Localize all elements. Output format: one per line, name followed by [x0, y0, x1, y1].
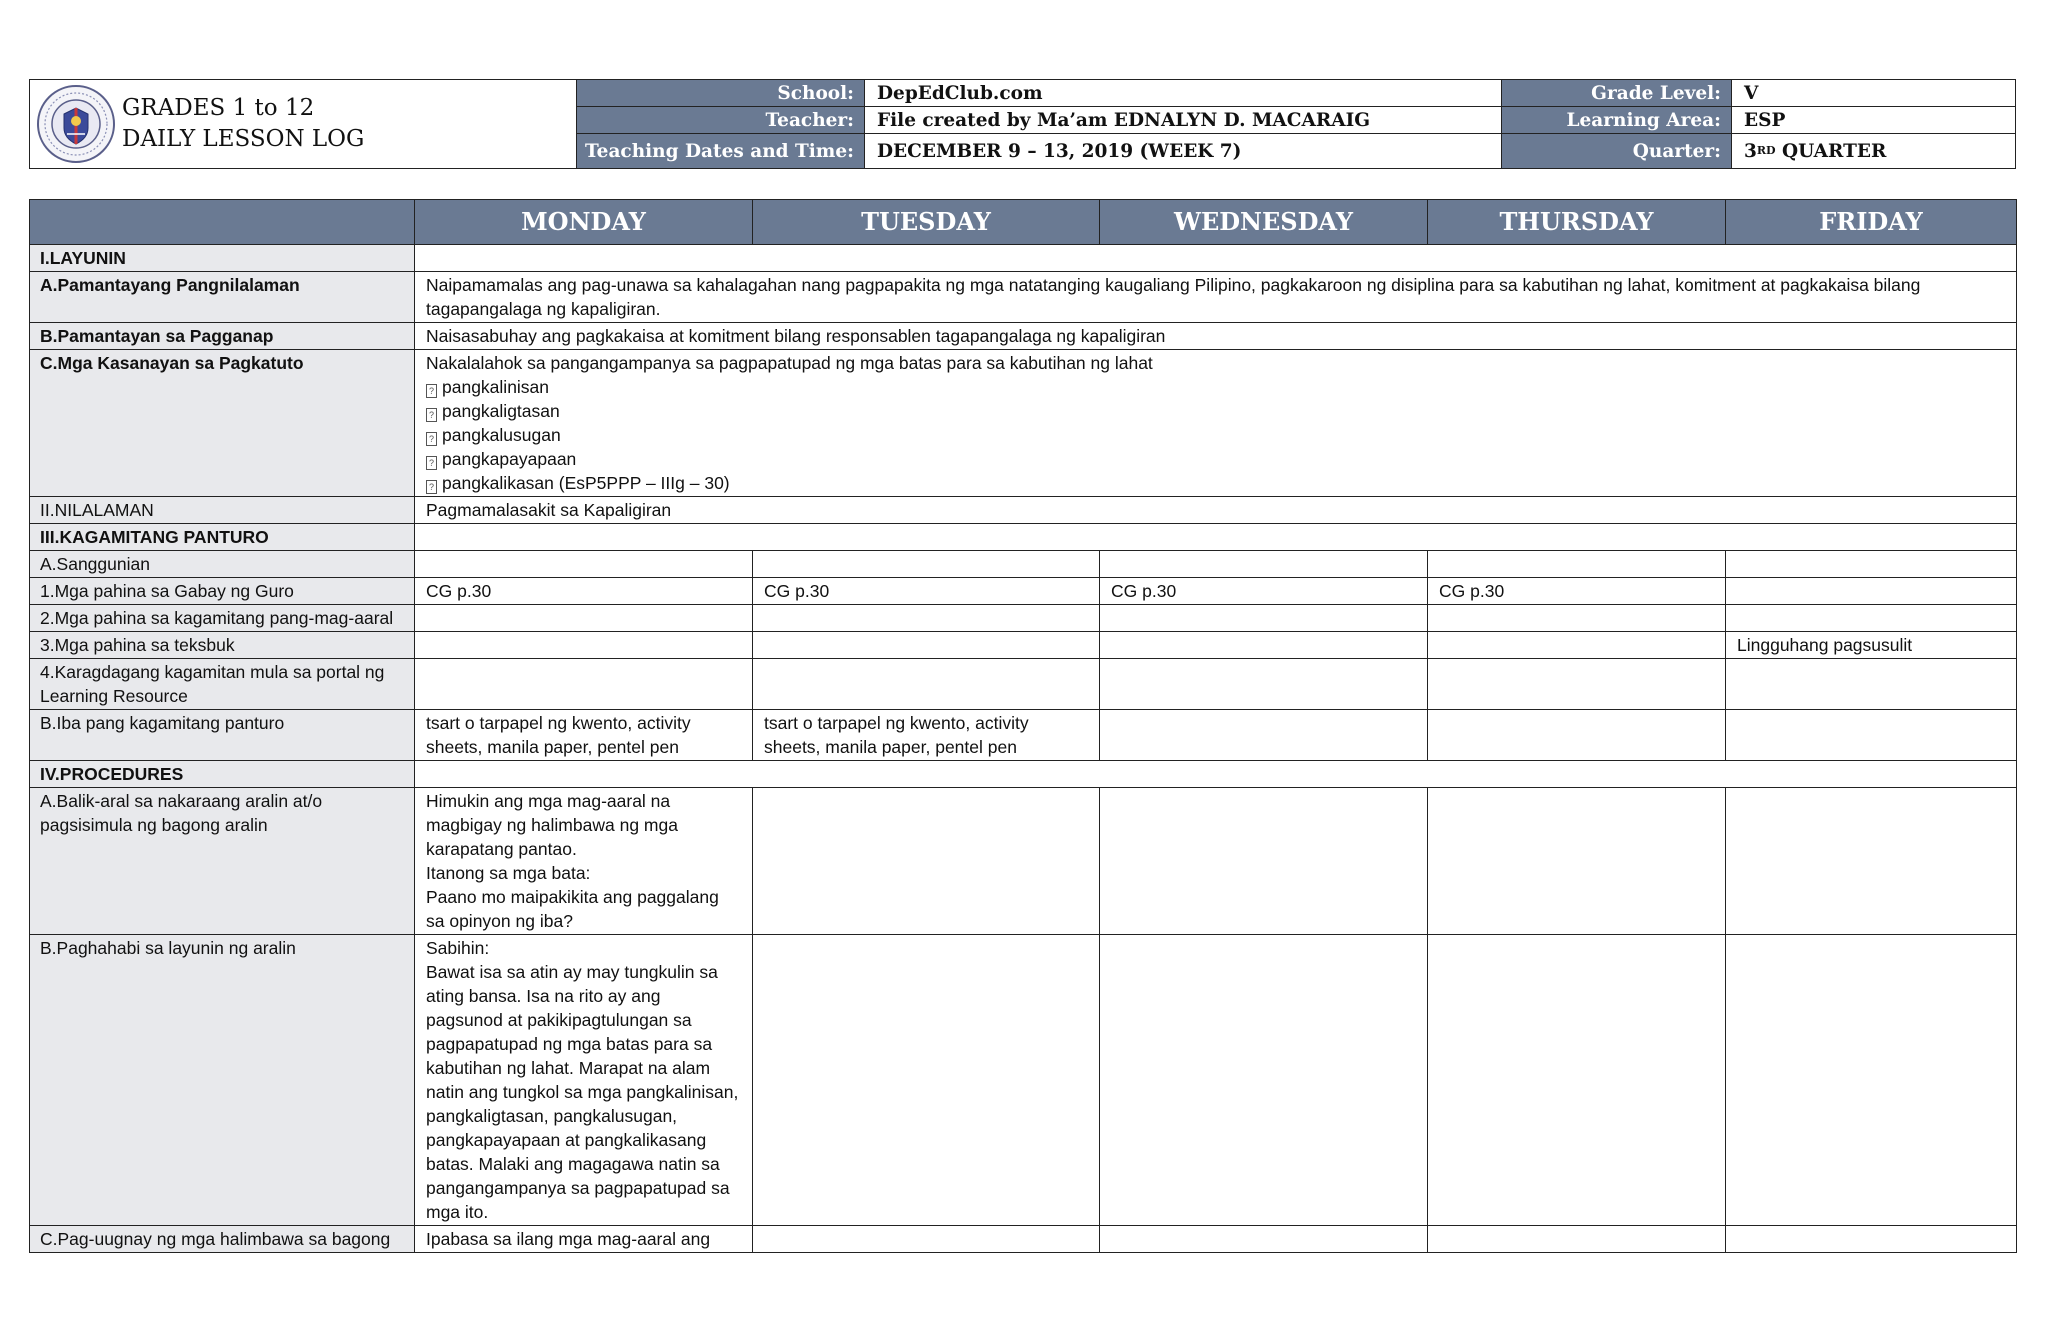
empty-cell: [753, 1226, 1100, 1253]
table-row: [30, 659, 2017, 710]
day-header-tuesday: TUESDAY: [753, 200, 1100, 245]
empty-cell: [753, 632, 1100, 659]
balik-aral-text-2: Itanong sa mga bata:: [426, 863, 591, 883]
table-row: [30, 788, 2017, 935]
pamantayan-sa-pagganap-text: Naisasabuhay ang pagkakaisa at komitment bilang responsablen tagapangalaga ng kapaligiran: [415, 323, 2017, 350]
section-label-layunin: I.LAYUNIN: [30, 245, 415, 272]
table-row: [30, 761, 2017, 788]
kasanayan-item: ? pangkaligtasan: [426, 399, 2005, 423]
table-row: [30, 551, 2017, 578]
empty-cell: [753, 935, 1100, 1226]
teacher-label: Teacher:: [577, 107, 865, 134]
gabay-friday: [1726, 578, 2017, 605]
learning-area-value: ESP: [1732, 107, 2015, 134]
empty-cell: [415, 632, 753, 659]
empty-cell: [1726, 1226, 2017, 1253]
section-label-nilalaman: II.NILALAMAN: [30, 497, 415, 524]
gabay-monday: CG p.30: [415, 578, 753, 605]
header-title-line1: GRADES 1 to 12: [122, 95, 315, 121]
empty-cell: [415, 524, 2017, 551]
table-row: [30, 497, 2017, 524]
quarter-label: Quarter:: [1502, 134, 1732, 168]
gabay-tuesday: CG p.30: [753, 578, 1100, 605]
empty-cell: [753, 659, 1100, 710]
header-info-grid: [577, 80, 2015, 168]
learning-area-label: Learning Area:: [1502, 107, 1732, 134]
empty-cell: [1726, 788, 2017, 935]
kasanayan-intro: Nakalalahok sa pangangampanya sa pagpapatupad ng mga batas para sa kabutihan ng lahat: [426, 353, 1153, 373]
empty-cell: [1100, 1226, 1428, 1253]
header-title: [122, 93, 364, 155]
day-header-thursday: THURSDAY: [1428, 200, 1726, 245]
kasanayan-item: ? pangkalusugan: [426, 423, 2005, 447]
kasanayan-item: ? pangkapayapaan: [426, 447, 2005, 471]
table-row: [30, 350, 2017, 497]
empty-cell: [753, 551, 1100, 578]
empty-cell: [1428, 632, 1726, 659]
row-label-iba-pang-kagamitan: B.Iba pang kagamitang panturo: [30, 710, 415, 761]
table-row: [30, 524, 2017, 551]
empty-cell: [1428, 605, 1726, 632]
row-label-gabay-ng-guro: 1.Mga pahina sa Gabay ng Guro: [30, 578, 415, 605]
quarter-value: 3 RD QUARTER: [1732, 134, 2015, 168]
table-row: [30, 710, 2017, 761]
empty-cell: [1100, 659, 1428, 710]
empty-cell: [1100, 935, 1428, 1226]
empty-cell: [1726, 935, 2017, 1226]
row-label-kasanayan: C.Mga Kasanayan sa Pagkatuto: [30, 350, 415, 497]
gabay-wednesday: CG p.30: [1100, 578, 1428, 605]
teacher-value: File created by Ma’am EDNALYN D. MACARAIG: [865, 107, 1502, 134]
empty-cell: [1428, 551, 1726, 578]
school-value: DepEdClub.com: [865, 80, 1502, 107]
empty-cell: [1100, 788, 1428, 935]
row-label-portal: 4.Karagdagang kagamitan mula sa portal ng Learning Resource: [30, 659, 415, 710]
empty-cell: [753, 605, 1100, 632]
row-label-balik-aral: A.Balik-aral sa nakaraang aralin at/o pagsisimula ng bagong aralin: [30, 788, 415, 935]
teksbuk-friday: Lingguhang pagsusulit: [1726, 632, 2017, 659]
empty-cell: [1100, 551, 1428, 578]
quarter-text: QUARTER: [1775, 140, 1887, 162]
missing-glyph-icon: ?: [426, 384, 437, 398]
balik-aral-text-1: Himukin ang mga mag-aaral na magbigay ng halimbawa ng mga karapatang pantao.: [426, 791, 678, 859]
row-label-pag-uugnay: C.Pag-uugnay ng mga halimbawa sa bagong: [30, 1226, 415, 1253]
pamantayang-pangnilalaman-text: Naipamamalas ang pag-unawa sa kahalagahan nang pagpapakita ng mga natatanging kaugaliang Pilipino, pagkakaroon ng disiplina para sa kabutihan ng lahat, komitment at pagkakaisa bilang tagapangalaga ng kapaligiran.: [415, 272, 2017, 323]
empty-cell: [1428, 788, 1726, 935]
teaching-dates-value: DECEMBER 9 – 13, 2019 (WEEK 7): [865, 134, 1502, 168]
grade-level-value: V: [1732, 80, 2015, 107]
paghahabi-text-2: Bawat isa sa atin ay may tungkulin sa ating bansa. Isa na rito ay ang pagsunod at pakikipagtulungan sa pagpapatupad ng mga batas para sa kabutihan ng lahat. Marapat na alam natin ang tungkol sa mga pangkalinisan, pangkaligtasan, pangkalusugan, pangkapayapaan at pangkalikasang batas. Malaki ang magagawa natin sa pangangampanya sa pagpapatupad sa mga ito.: [426, 962, 739, 1222]
balik-aral-monday: [415, 788, 753, 935]
row-label-kagamitang-pang-mag-aaral: 2.Mga pahina sa kagamitang pang-mag-aaral: [30, 605, 415, 632]
daily-lesson-log-table: [29, 199, 2017, 1253]
iba-monday: tsart o tarpapel ng kwento, activity sheets, manila paper, pentel pen: [415, 710, 753, 761]
balik-aral-text-3: Paano mo maipakikita ang paggalang sa opinyon ng iba?: [426, 887, 719, 931]
pag-uugnay-monday: Ipabasa sa ilang mga mag-aaral ang: [415, 1226, 753, 1253]
empty-cell: [1428, 935, 1726, 1226]
empty-cell: [1100, 605, 1428, 632]
iba-tuesday: tsart o tarpapel ng kwento, activity sheets, manila paper, pentel pen: [753, 710, 1100, 761]
teaching-dates-label: Teaching Dates and Time:: [577, 134, 865, 168]
lesson-log-header: [29, 79, 2016, 169]
table-row: [30, 605, 2017, 632]
empty-cell: [1726, 551, 2017, 578]
empty-cell: [1726, 605, 2017, 632]
empty-cell: [753, 788, 1100, 935]
empty-cell: [1428, 1226, 1726, 1253]
header-title-block: [30, 80, 577, 168]
table-row: [30, 632, 2017, 659]
table-row: [30, 323, 2017, 350]
missing-glyph-icon: ?: [426, 408, 437, 422]
corner-header: [30, 200, 415, 245]
header-title-line2: DAILY LESSON LOG: [122, 126, 365, 152]
table-row: [30, 935, 2017, 1226]
section-label-kagamitang-panturo: III.KAGAMITANG PANTURO: [30, 524, 415, 551]
table-row: [30, 272, 2017, 323]
kasanayan-item: ? pangkalikasan (EsP5PPP – IIIg – 30): [426, 471, 2005, 495]
day-header-friday: FRIDAY: [1726, 200, 2017, 245]
deped-seal-icon: [36, 84, 116, 164]
empty-cell: [1428, 710, 1726, 761]
empty-cell: [415, 605, 753, 632]
kasanayan-cell: [415, 350, 2017, 497]
row-label-pamantayan-sa-pagganap: B.Pamantayan sa Pagganap: [30, 323, 415, 350]
nilalaman-text: Pagmamalasakit sa Kapaligiran: [415, 497, 2017, 524]
table-row: [30, 1226, 2017, 1253]
missing-glyph-icon: ?: [426, 432, 437, 446]
school-label: School:: [577, 80, 865, 107]
paghahabi-monday: [415, 935, 753, 1226]
empty-cell: [1100, 710, 1428, 761]
missing-glyph-icon: ?: [426, 456, 437, 470]
kasanayan-item: ? pangkalinisan: [426, 375, 2005, 399]
table-row: [30, 578, 2017, 605]
empty-cell: [415, 551, 753, 578]
day-header-monday: MONDAY: [415, 200, 753, 245]
empty-cell: [1100, 632, 1428, 659]
grade-level-label: Grade Level:: [1502, 80, 1732, 107]
paghahabi-text-1: Sabihin:: [426, 938, 490, 958]
gabay-thursday: CG p.30: [1428, 578, 1726, 605]
day-header-row: [30, 200, 2017, 245]
missing-glyph-icon: ?: [426, 480, 437, 494]
empty-cell: [1726, 659, 2017, 710]
quarter-number: 3: [1744, 140, 1757, 162]
empty-cell: [1726, 710, 2017, 761]
day-header-wednesday: WEDNESDAY: [1100, 200, 1428, 245]
row-label-teksbuk: 3.Mga pahina sa teksbuk: [30, 632, 415, 659]
row-label-sanggunian: A.Sanggunian: [30, 551, 415, 578]
section-label-procedures: IV.PROCEDURES: [30, 761, 415, 788]
empty-cell: [415, 761, 2017, 788]
row-label-paghahabi: B.Paghahabi sa layunin ng aralin: [30, 935, 415, 1226]
row-label-pamantayang-pangnilalaman: A.Pamantayang Pangnilalaman: [30, 272, 415, 323]
empty-cell: [1428, 659, 1726, 710]
empty-cell: [415, 659, 753, 710]
table-row: [30, 245, 2017, 272]
empty-cell: [415, 245, 2017, 272]
